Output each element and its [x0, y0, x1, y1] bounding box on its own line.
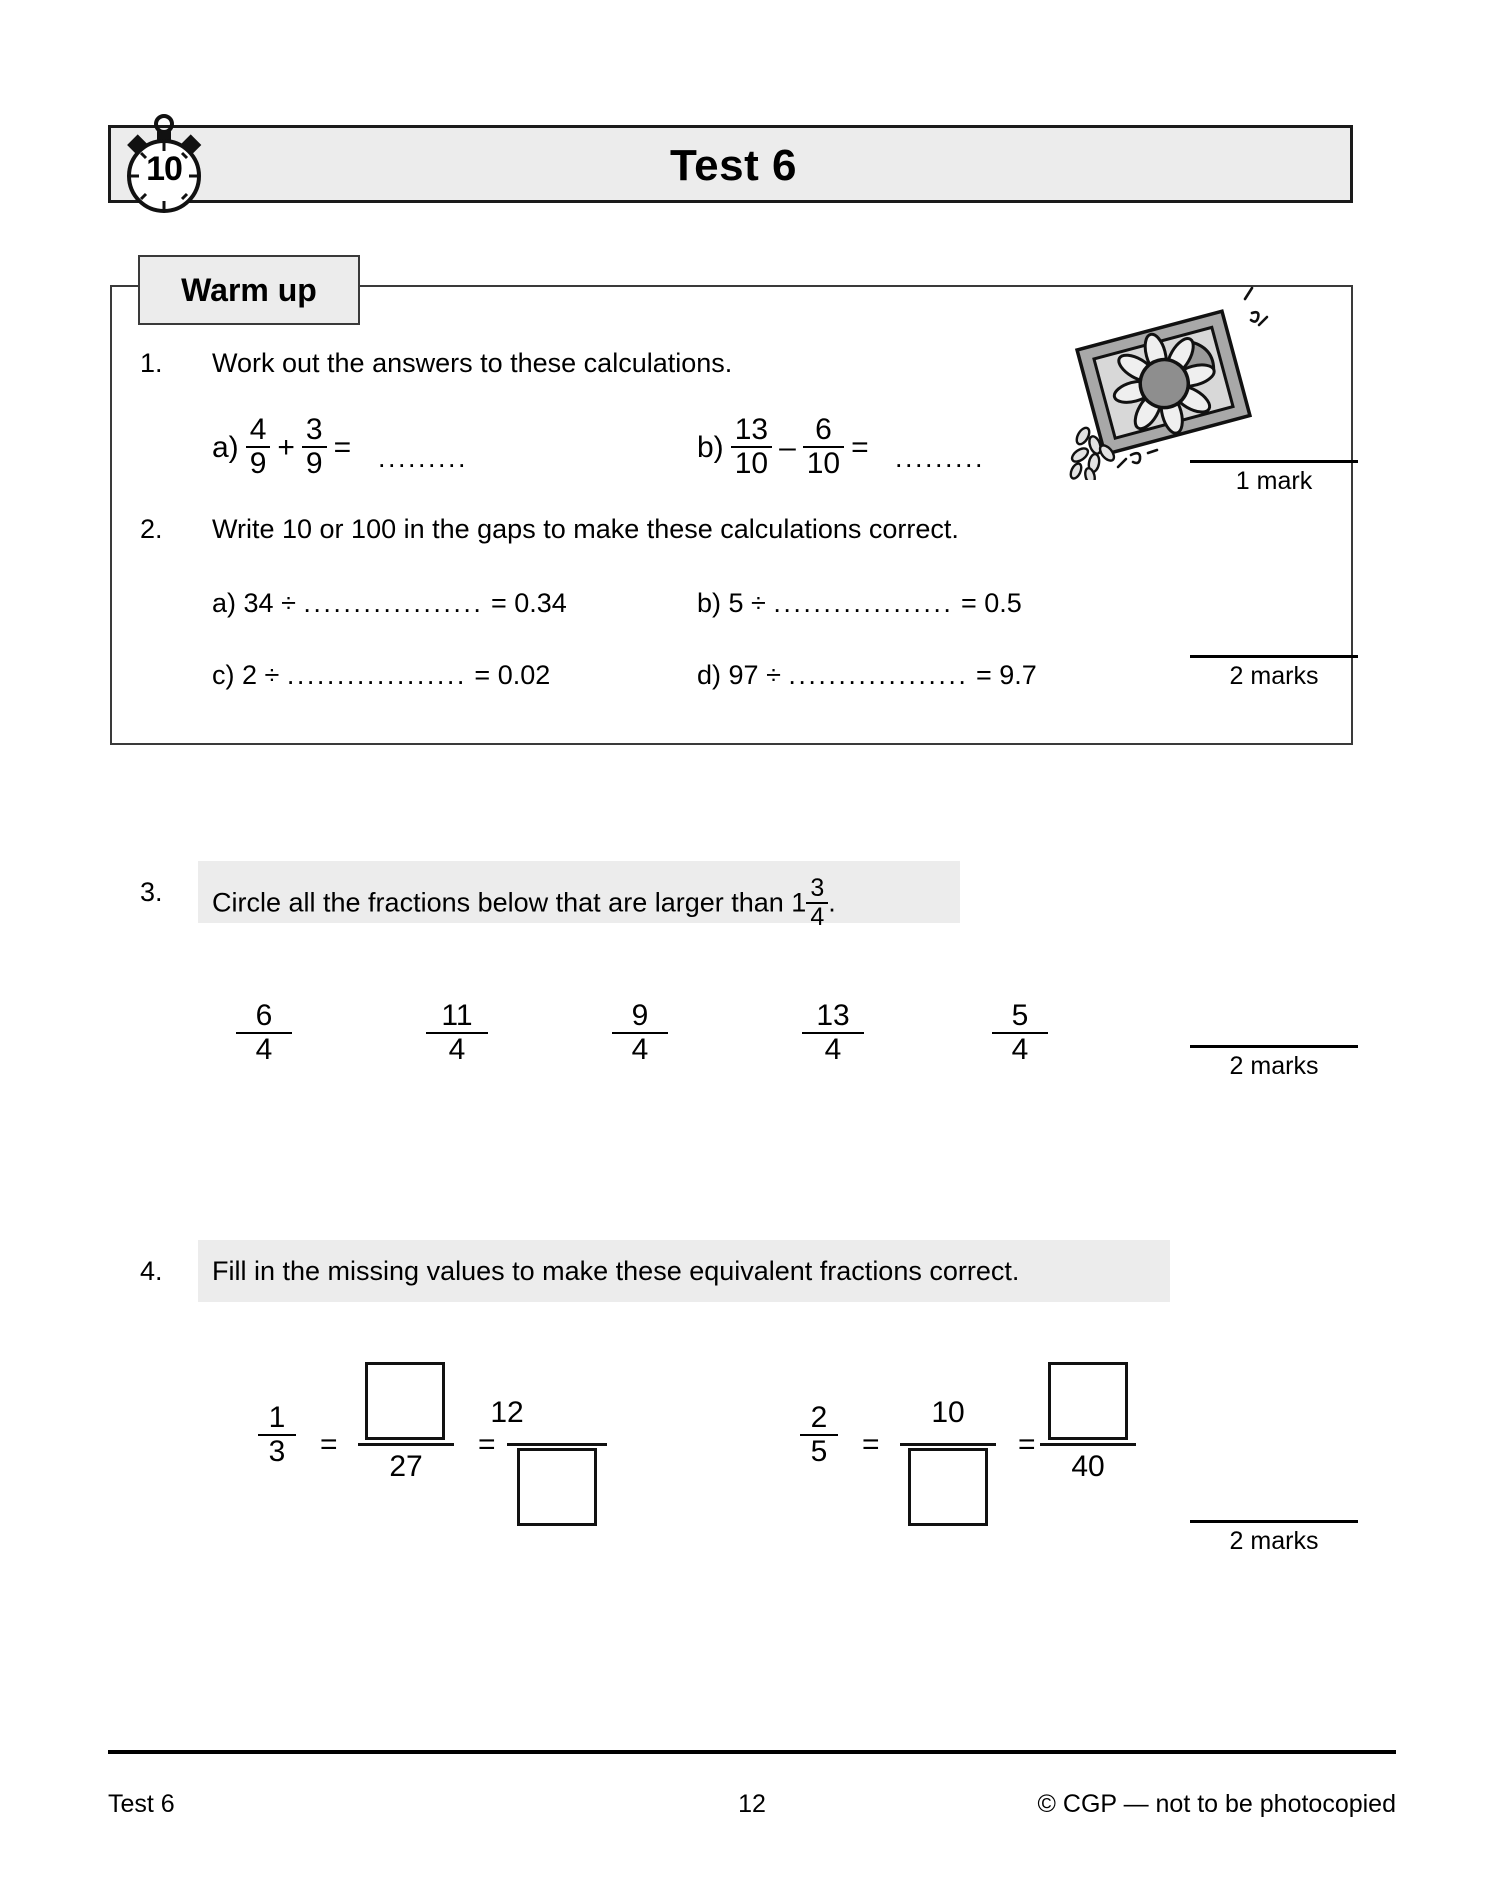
question-3-option-3[interactable]: $\frac{9}{4}$ [612, 1000, 668, 1066]
question-2d-label: d) [697, 660, 722, 690]
question-4-left-fraction-1: $\frac{1}{3}$ [258, 1402, 296, 1468]
question-2-marks-label: 2 marks [1229, 662, 1319, 690]
question-4-right-fraction-bar-2 [900, 1443, 996, 1446]
question-4-right-numerator-2: 10 [931, 1396, 965, 1429]
question-2b-tail: = 0.5 [960, 588, 1022, 618]
question-4-right-fraction-1: $\frac{2}{5}$ [800, 1402, 838, 1468]
question-2d-tail: = 9.7 [975, 660, 1037, 690]
question-2d-blank[interactable]: .................. [788, 660, 969, 690]
footer-test-label: Test 6 [108, 1790, 175, 1818]
question-2a-label: a) [212, 588, 237, 618]
warm-up-tab-label: Warm up [138, 255, 360, 325]
question-4-text: Fill in the missing values to make these equivalent fractions correct. [212, 1256, 1020, 1286]
stopwatch-minutes: 10 [146, 150, 182, 188]
question-4-left-answer-box-2[interactable] [517, 1448, 597, 1526]
question-2c-tail: = 0.02 [474, 660, 551, 690]
question-2a-blank[interactable]: .................. [303, 588, 484, 618]
question-3-text-before: Circle all the fractions below that are larger than 1 [212, 887, 807, 918]
question-1b-fraction-1: $\frac{13}{10}$ [731, 414, 772, 480]
question-1b-fraction-2: $\frac{6}{10}$ [803, 414, 844, 480]
question-4-left-equals-2: = [478, 1428, 496, 1461]
question-1a-fraction-2: $\frac{3}{9}$ [302, 414, 327, 480]
question-2a [212, 588, 567, 619]
question-4-left-equals-1: = [320, 1428, 338, 1461]
question-1a [212, 415, 358, 481]
footer-copyright: © CGP — not to be photocopied [1037, 1790, 1396, 1818]
question-1a-equals: = [333, 430, 352, 464]
question-2c-lead: 2 ÷ [242, 660, 280, 690]
question-1b-answer-blank[interactable]: ......... [895, 443, 986, 473]
question-1a-operator: + [277, 430, 295, 464]
question-2a-tail: = 0.34 [490, 588, 567, 618]
question-1-number: 1. [140, 348, 163, 378]
question-2-text: Write 10 or 100 in the gaps to make these calculations correct. [212, 514, 959, 544]
question-4-right-fraction-bar-3 [1040, 1443, 1136, 1446]
framed-sunflower-picture-icon [1060, 285, 1290, 480]
question-1b-operator: – [779, 430, 796, 464]
question-2-number: 2. [140, 514, 163, 544]
question-1a-label: a) [212, 430, 239, 464]
question-4-number: 4. [140, 1256, 163, 1286]
question-4-left-numerator-3: 12 [490, 1396, 524, 1429]
question-3-text [212, 874, 836, 932]
question-1b-label: b) [697, 430, 724, 464]
stopwatch-icon [116, 112, 212, 216]
question-2a-lead: 34 ÷ [243, 588, 296, 618]
question-4-left-fraction-bar-2 [358, 1443, 454, 1446]
question-2-mark-box [1190, 655, 1358, 691]
mark-rule [1190, 655, 1358, 658]
question-1a-answer-blank[interactable]: ......... [378, 443, 469, 473]
question-4-left-denominator-2: 27 [389, 1450, 423, 1483]
question-1-text: Work out the answers to these calculations. [212, 348, 733, 378]
question-3-number: 3. [140, 877, 163, 907]
question-4-right-answer-box-2[interactable] [1048, 1362, 1128, 1440]
question-4-right-equals-1: = [862, 1428, 880, 1461]
footer-page-number: 12 [738, 1790, 766, 1818]
question-2d [697, 660, 1037, 691]
question-4-left-fraction-bar-3 [507, 1443, 607, 1446]
question-2c-blank[interactable]: .................. [286, 660, 467, 690]
question-1a-fraction-1: $\frac{4}{9}$ [246, 414, 271, 480]
question-4-right-equals-2: = [1018, 1428, 1036, 1461]
question-4-right-denominator-3: 40 [1071, 1450, 1105, 1483]
question-2d-lead: 97 ÷ [728, 660, 781, 690]
question-1-marks-label: 1 mark [1235, 467, 1313, 495]
question-3-option-4[interactable]: $\frac{13}{4}$ [802, 1000, 864, 1066]
question-4-mark-box [1190, 1520, 1358, 1556]
question-2b [697, 588, 1022, 619]
question-1b-equals: = [851, 430, 869, 464]
question-3-option-5[interactable]: $\frac{5}{4}$ [992, 1000, 1048, 1066]
mark-rule [1190, 1045, 1358, 1048]
question-3-text-after: . [828, 887, 836, 918]
question-2b-label: b) [697, 588, 722, 618]
question-3-option-2[interactable]: $\frac{11}{4}$ [426, 1000, 488, 1066]
page-header-bar [108, 125, 1353, 203]
question-2c [212, 660, 550, 691]
question-2c-label: c) [212, 660, 235, 690]
question-3-marks-label: 2 marks [1229, 1052, 1319, 1080]
question-3-mark-box [1190, 1045, 1358, 1081]
question-4-marks-label: 2 marks [1229, 1527, 1319, 1555]
question-2b-blank[interactable]: .................. [773, 588, 954, 618]
footer-divider [108, 1750, 1396, 1754]
question-2b-lead: 5 ÷ [728, 588, 766, 618]
page-title: Test 6 [670, 141, 797, 190]
question-1b [697, 415, 876, 481]
question-3-option-1[interactable]: $\frac{6}{4}$ [236, 1000, 292, 1066]
question-4-right-answer-box-1[interactable] [908, 1448, 988, 1526]
mark-rule [1190, 1520, 1358, 1523]
question-3-mixed-fraction: $\frac{3}{4}$ [806, 875, 828, 930]
